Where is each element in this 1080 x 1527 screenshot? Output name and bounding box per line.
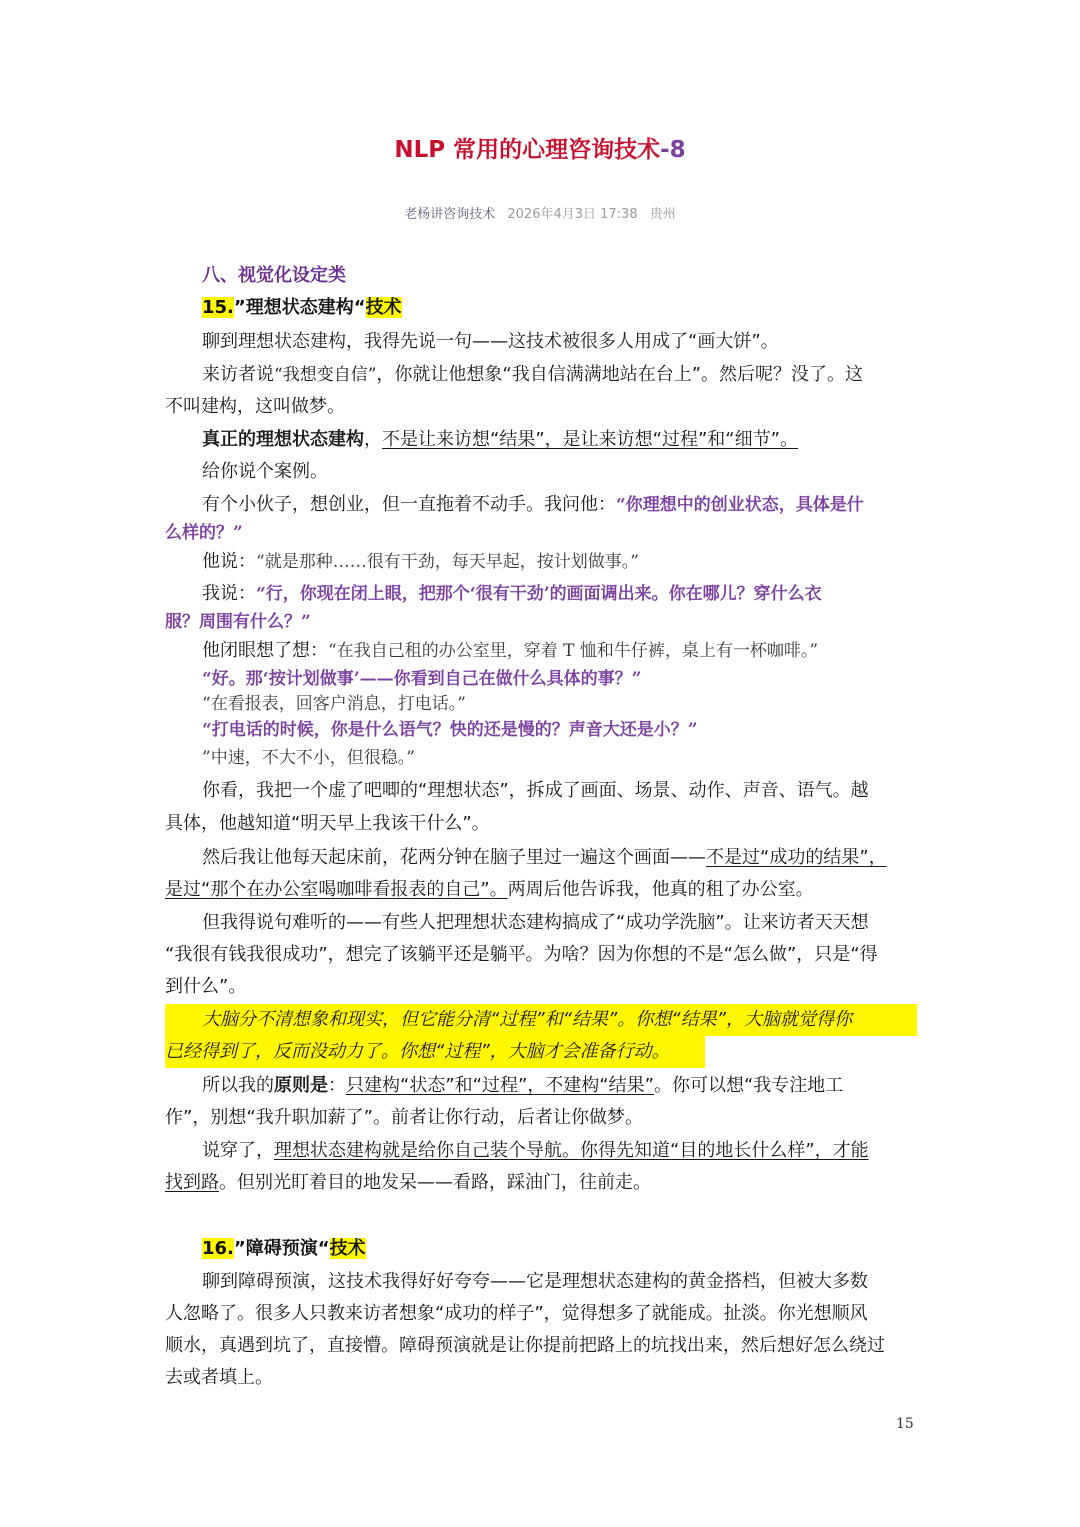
bold-span: 真正的理想状态建构: [202, 429, 364, 450]
text-span: 所以我的: [202, 1075, 274, 1096]
publish-datetime: 2026年4月3日 17:38: [507, 207, 638, 222]
paragraph-line: [165, 1167, 651, 1199]
paragraph-line: 人忽略了。很多人只教来访者想象“成功的样子”，觉得想多了就能成。扯淡。你光想顺风: [165, 1303, 868, 1324]
paragraph-line: [202, 424, 798, 456]
paragraph-line: 去或者填上。: [165, 1367, 273, 1388]
underlined-span: 找到路: [165, 1172, 219, 1193]
publish-location: 贵州: [649, 207, 676, 222]
highlighted-line: 已经得到了，反而没动力了。你想“过程”，大脑才会准备行动。: [165, 1041, 670, 1062]
text-span: 我说：: [202, 583, 256, 604]
underlined-span: 理想状态建构就是给你自己装个导航。你得先知道“目的地长什么样”，才能: [274, 1140, 869, 1161]
paragraph-line: 聊到理想状态建构，我得先说一句——这技术被很多人用成了“画大饼”。: [202, 331, 779, 352]
heading-tail: 技术: [329, 1238, 366, 1259]
dialogue-line: “打电话的时候，你是什么语气？快的还是慢的？声音大还是小？”: [202, 720, 698, 740]
text-span: 然后我让他每天起床前，花两分钟在脑子里过一遍这个画面——: [202, 847, 706, 868]
quote-purple-span: “行，你现在闭上眼，把那个‘很有干劲’的画面调出来。你在哪儿？穿什么衣: [256, 584, 822, 604]
paragraph-line: [202, 359, 863, 391]
paragraph-line: “我很有钱我很成功”，想完了该躺平还是躺平。为啥？因为你想的不是“怎么做”，只是“得: [165, 944, 878, 965]
paragraph-line: [202, 1070, 843, 1102]
paragraph-line: 给你说个案例。: [202, 461, 328, 482]
bold-span: 原则是: [274, 1075, 328, 1096]
paragraph-line: [202, 1135, 869, 1167]
heading-tail: 技术: [365, 297, 402, 318]
paragraph-line: 顺水，真遇到坑了，直接懵。障碍预演就是让你提前把路上的坑找出来，然后想好怎么绕过: [165, 1335, 885, 1356]
text-span: 。你可以想“我专注地工: [653, 1075, 844, 1096]
paragraph-line: [202, 842, 887, 874]
technique-heading-16: [202, 1233, 366, 1265]
section-heading: 八、视觉化设定类: [202, 265, 346, 286]
author-name[interactable]: 老杨讲咨询技术: [404, 207, 496, 222]
paragraph-line: 作”，别想“我升职加薪了”。前者让你行动，后者让你做梦。: [165, 1107, 643, 1128]
article-meta: [0, 204, 1080, 226]
article-title: [0, 132, 1080, 168]
text-span: ：: [328, 1075, 346, 1096]
paragraph-line: [165, 874, 814, 906]
heading-number: 16.: [202, 1238, 234, 1259]
paragraph-line: [202, 546, 639, 578]
text-span: 有个小伙子，想创业，但一直拖着不动手。我问他：: [202, 494, 616, 515]
paragraph-line: 具体，他越知道“明天早上我该干什么”。: [165, 813, 490, 834]
paragraph-line: 但我得说句难听的——有些人把理想状态建构搞成了“成功学洗脑”。让来访者天天想: [202, 912, 869, 933]
dialogue-line: ”中速，不大不小，但很稳。”: [202, 748, 415, 768]
text-span: ，你就让他想象“我自信满满地站在台上”。然后呢？没了。这: [376, 364, 864, 385]
text-span: 。但别光盯着目的地发呆——看路，踩油门，往前走。: [219, 1172, 651, 1193]
paragraph-line: 么样的？”: [165, 523, 243, 543]
text-span: 来访者说: [202, 364, 274, 385]
text-span: 他闭眼想了想：: [202, 640, 328, 661]
title-main: NLP 常用的心理咨询技术: [394, 137, 661, 163]
paragraph-line: 不叫建构，这叫做梦。: [165, 396, 345, 417]
dialogue-line: “在看报表，回客户消息，打电话。”: [202, 694, 466, 714]
heading-name: ”理想状态建构“: [233, 297, 366, 318]
technique-heading-15: [202, 292, 402, 324]
underlined-span: 只建构“状态”和“过程”，不建构“结果”: [346, 1075, 654, 1096]
text-span: 说穿了，: [202, 1140, 274, 1161]
quote-span: “就是那种……很有干劲，每天早起，按计划做事。”: [256, 552, 639, 572]
title-suffix: -8: [660, 137, 686, 163]
page-number: 15: [896, 1416, 914, 1432]
paragraph-line: [202, 489, 864, 521]
text-span: 他说：: [202, 551, 256, 572]
quote-span: “我想变自信”: [274, 365, 377, 385]
underlined-span: 是过“那个在办公室喝咖啡看报表的自己”。: [165, 879, 508, 900]
quote-span: “在我自己租的办公室里，穿着 T 恤和牛仔裤，桌上有一杯咖啡。”: [328, 641, 819, 661]
highlighted-line: 大脑分不清想象和现实，但它能分清“过程”和“结果”。你想“结果”，大脑就觉得你: [202, 1009, 852, 1030]
paragraph-line: 服？周围有什么？”: [165, 612, 311, 632]
paragraph-line: 聊到障碍预演，这技术我得好好夸夸——它是理想状态建构的黄金搭档，但被大多数: [202, 1271, 868, 1292]
quote-purple-span: “你理想中的创业状态，具体是什: [616, 495, 864, 515]
heading-name: ”障碍预演“: [233, 1238, 330, 1259]
underlined-span: 不是过“成功的结果”，: [706, 847, 887, 868]
text-span: 两周后他告诉我，他真的租了办公室。: [507, 879, 814, 900]
paragraph-line: 到什么”。: [165, 976, 247, 997]
heading-number: 15.: [202, 297, 234, 318]
text-span: ，: [364, 429, 382, 450]
paragraph-line: 你看，我把一个虚了吧唧的“理想状态”，拆成了画面、场景、动作、声音、语气。越: [202, 780, 869, 801]
dialogue-line: “好。那‘按计划做事’——你看到自己在做什么具体的事？”: [202, 669, 642, 689]
underlined-span: 不是让来访想“结果”，是让来访想“过程”和“细节”。: [382, 429, 798, 450]
